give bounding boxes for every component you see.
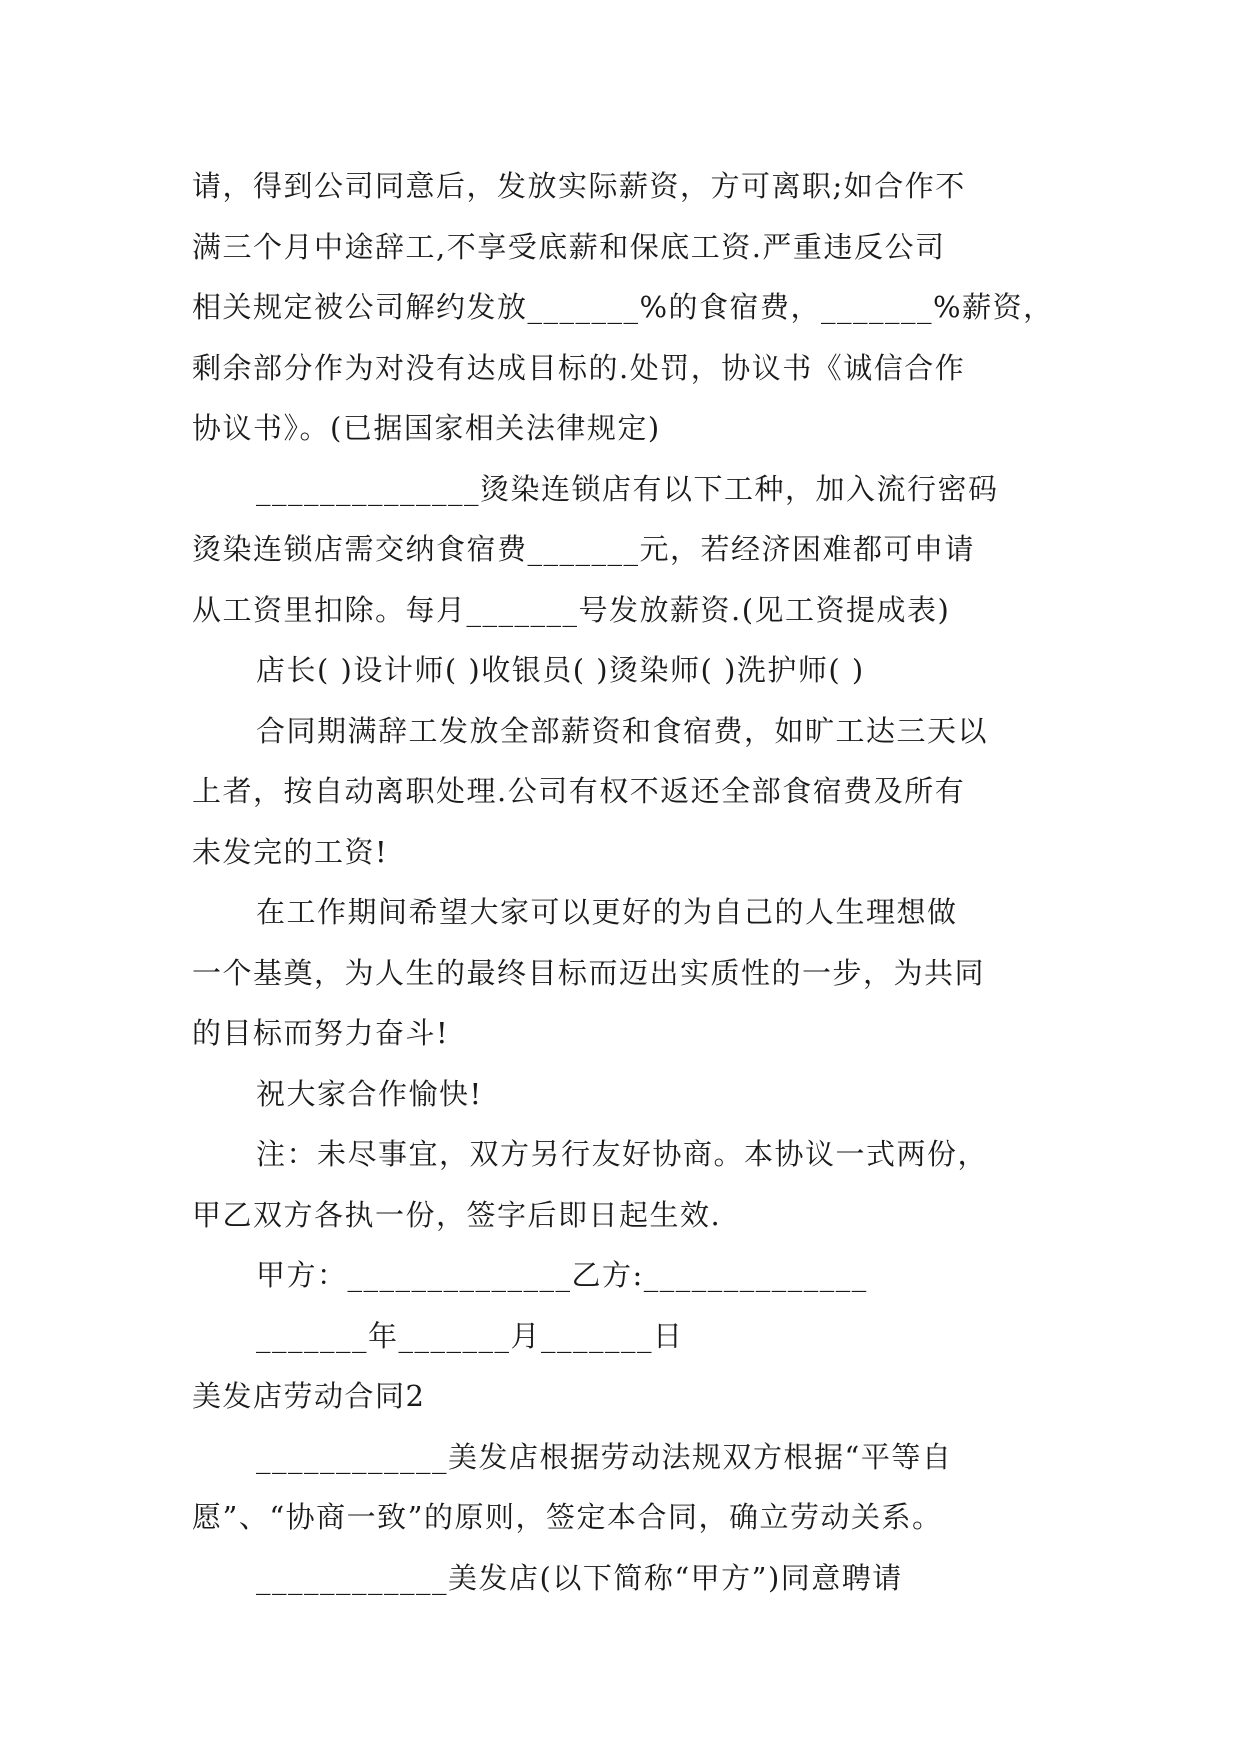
text-line: ____________美发店根据劳动法规双方根据“平等自 — [256, 1439, 953, 1474]
text-line: 剩余部分作为对没有达成目标的.处罚，协议书《诚信合作 — [192, 350, 966, 385]
text-line: 一个基奠，为人生的最终目标而迈出实质性的一步，为共同 — [192, 955, 986, 990]
text-line: ____________美发店(以下简称“甲方”)同意聘请 — [256, 1560, 903, 1595]
text-line: 协议书》。(已据国家相关法律规定) — [192, 411, 661, 445]
note-line: 注：未尽事宜，双方另行友好协商。本协议一式两份， — [256, 1137, 989, 1171]
text-line: 从工资里扣除。每月_______号发放薪资.(见工资提成表) — [192, 592, 951, 627]
section-heading: 美发店劳动合同2 — [192, 1379, 426, 1413]
text-line: 的目标而努力奋斗! — [192, 1016, 450, 1050]
text-line: 相关规定被公司解约发放_______%的食宿费，_______%薪资， — [192, 290, 1054, 324]
text-line: 合同期满辞工发放全部薪资和食宿费，如旷工达三天以 — [256, 713, 989, 748]
date-line: _______年_______月_______日 — [256, 1318, 684, 1353]
text-line: 满三个月中途辞工,不享受底薪和保底工资.严重违反公司 — [192, 229, 946, 264]
contract-body-text — [192, 156, 1092, 1608]
text-line: ______________烫染连锁店有以下工种，加入流行密码 — [256, 471, 999, 506]
text-line: 烫染连锁店需交纳食宿费_______元，若经济困难都可申请 — [192, 532, 976, 566]
job-positions-line: 店长( )设计师( )收银员( )烫染师( )洗护师( ) — [256, 653, 865, 687]
text-line: 祝大家合作愉快! — [256, 1076, 483, 1111]
text-line: 在工作期间希望大家可以更好的为自己的人生理想做 — [256, 895, 958, 929]
text-line: 请，得到公司同意后，发放实际薪资，方可离职;如合作不 — [192, 169, 966, 203]
text-line: 未发完的工资! — [192, 834, 389, 869]
text-line: 甲乙双方各执一份，签字后即日起生效. — [192, 1197, 722, 1232]
signature-line: 甲方：______________乙方:______________ — [256, 1258, 868, 1292]
text-line: 上者，按自动离职处理.公司有权不返还全部食宿费及所有 — [192, 774, 966, 808]
text-line: 愿”、“协商一致”的原则，签定本合同，确立劳动关系。 — [192, 1500, 943, 1534]
